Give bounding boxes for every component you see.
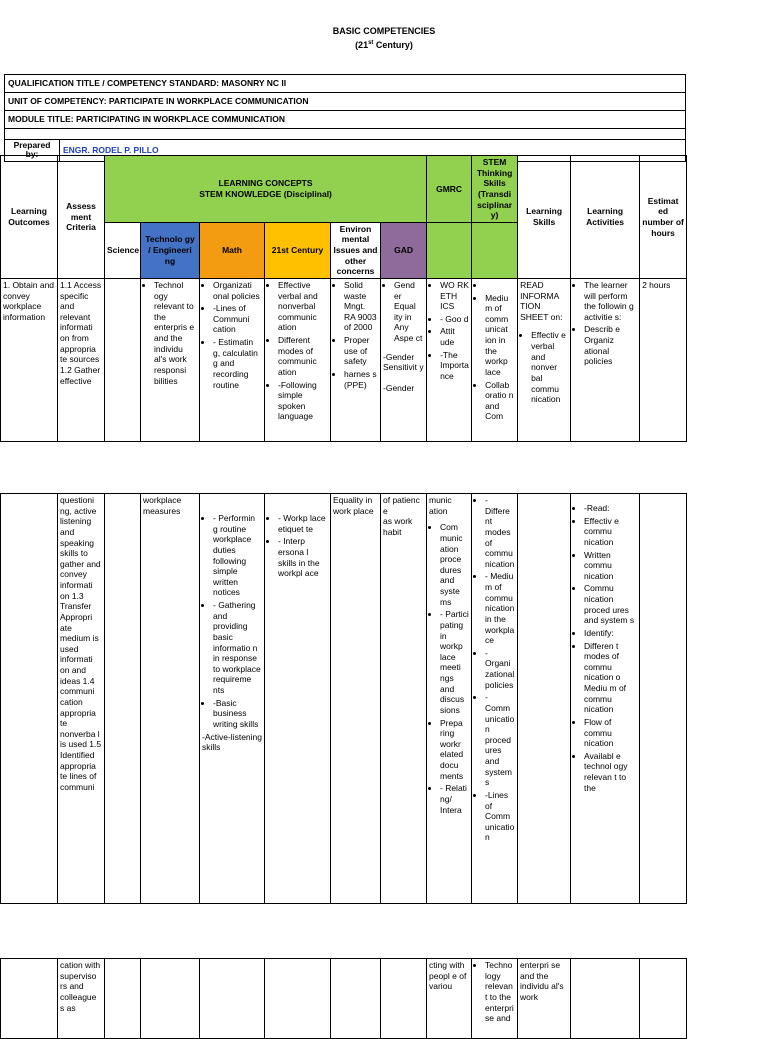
gad-cell: • Gend er Equal ity in Any Aspe ct -Gender Sensitivit y -Gender: [381, 278, 427, 441]
environment-cell: • Solid waste Mngt. RA 9003 of 2000 • Proper use of safety • harnes s (PPE): [331, 278, 381, 441]
prepared-by-name: ENGR. RODEL P. PILLO: [60, 140, 686, 162]
hours-cell: [640, 959, 687, 1039]
gmrc-cell: munic ation • Com munic ation proce dures and syste ms • - Partici pating in workp lace meeti ngs and discus sions • Prepa ring workr elated docu ments • - Relati ng/ Intera: [427, 494, 472, 904]
math-cell: • - Performin g routine workplace duties following simple written notices • - Gathering and providing basic informatio n in response to workplace requireme nts • -Basic business writing skills -Active-listening skills: [200, 494, 265, 904]
spacer-row: [5, 129, 686, 140]
module-title: MODULE TITLE: PARTICIPATING IN WORKPLACE COMMUNICATION: [5, 111, 686, 129]
learning-outcome-cell: [1, 959, 58, 1039]
document-subtitle: (21st Century): [355, 40, 413, 50]
learning-outcome-cell: [1, 494, 58, 904]
header-21st-century: 21st Century: [265, 222, 331, 278]
header-assessment-criteria: Assess ment Criteria: [58, 156, 105, 279]
header-learning-activities: Learning Activities: [571, 156, 640, 279]
century-cell: • - Workp lace etiquet te • - Interp ersona l skills in the workpl ace: [265, 494, 331, 904]
environment-cell: Equality in work place: [331, 494, 381, 904]
activities-cell: [571, 959, 640, 1039]
skills-cell: READ INFORMA TION SHEET on: • Effectiv e verbal and nonver bal commu nication: [518, 278, 571, 441]
header-stem-sub: [472, 222, 518, 278]
gmrc-cell: • WO RK ETH ICS • - Goo d • Attit ude • -The Importa nce: [427, 278, 472, 441]
technology-cell: [141, 959, 200, 1039]
science-cell: [105, 278, 141, 441]
learning-outcome-cell: 1. Obtain and convey workplace information: [1, 278, 58, 441]
header-environmental: Environ mental Issues and other concerns: [331, 222, 381, 278]
header-stem-thinking: STEM Thinking Skills (Transdi sciplinar y): [472, 156, 518, 223]
header-learning-outcomes: Learning Outcomes: [1, 156, 58, 279]
math-cell: [200, 959, 265, 1039]
stem-cell: • - Differe nt modes of commu nication • - Mediu m of commu nication in the workpla ce • - Organi zational policies • - Comm unicatio n proced ures and system s • -Lines of Comm unicatio n: [472, 494, 518, 904]
stem-cell: • Techno logy relevan t to the enterpri se and: [472, 959, 518, 1039]
competency-table-page1: [0, 155, 687, 442]
century-cell: [265, 959, 331, 1039]
technology-cell: • Technol ogy relevant to the enterpris e and the individu al's work responsi bilities: [141, 278, 200, 441]
assessment-criteria-cell: cation with superviso rs and colleague s as: [58, 959, 105, 1039]
assessment-criteria-cell: questioni ng, active listening and speaking skills to gather and convey informati on 1.3 Transfer Appropri ate medium is used informati on and ideas 1.4 communi cation appropria te nonverba l is used 1.5 Identified appropria te lines of communi: [58, 494, 105, 904]
skills-cell: [518, 494, 571, 904]
hours-cell: 2 hours: [640, 278, 687, 441]
competency-table-page3: [0, 958, 687, 1039]
stem-cell: • • Mediu m of comm unicat ion in the workp lace • Collab oratio n and Com: [472, 278, 518, 441]
unit-of-competency: UNIT OF COMPETENCY: PARTICIPATE IN WORKPLACE COMMUNICATION: [5, 93, 686, 111]
gad-cell: of patienc e as work habit: [381, 494, 427, 904]
technology-cell: workplace measures: [141, 494, 200, 904]
competency-table-page2: [0, 493, 687, 904]
header-math: Math: [200, 222, 265, 278]
activities-cell: • -Read: • Effectiv e commu nication • Written commu nication • Commu nication proced ures and system s • Identify: • Differen t modes of commu nication o Mediu m of commu nication • Flow of commu nication • Availabl e technol ogy relevan t to the: [571, 494, 640, 904]
gmrc-cell: cting with peopl e of variou: [427, 959, 472, 1039]
activities-cell: • The learner will perform the followin g activitie s: • Describ e Organiz ational policies: [571, 278, 640, 441]
document-title: BASIC COMPETENCIES: [332, 26, 436, 36]
header-learning-concepts: LEARNING CONCEPTS STEM KNOWLEDGE (Disciplinal): [105, 156, 427, 223]
environment-cell: [331, 959, 381, 1039]
math-cell: • Organizati onal policies • -Lines of Communi cation • - Estimatin g, calculatin g and recording routine: [200, 278, 265, 441]
header-learning-skills: Learning Skills: [518, 156, 571, 279]
header-gmrc: GMRC: [427, 156, 472, 223]
header-gad: GAD: [381, 222, 427, 278]
header-gmrc-sub: [427, 222, 472, 278]
skills-cell: enterpri se and the individu al's work: [518, 959, 571, 1039]
qualification-title: QUALIFICATION TITLE / COMPETENCY STANDARD: MASONRY NC II: [5, 75, 686, 93]
header-science: Science: [105, 222, 141, 278]
prepared-by-label: Prepared by:: [5, 140, 60, 162]
science-cell: [105, 494, 141, 904]
header-hours: Estimat ed number of hours: [640, 156, 687, 279]
science-cell: [105, 959, 141, 1039]
module-info-table: [4, 74, 686, 162]
century-cell: • Effective verbal and nonverbal communic ation • Different modes of communic ation • -Following simple spoken language: [265, 278, 331, 441]
gad-cell: [381, 959, 427, 1039]
header-technology: Technolo gy / Engineeri ng: [141, 222, 200, 278]
hours-cell: [640, 494, 687, 904]
assessment-criteria-cell: 1.1 Access specific and relevant informati on from appropria te sources 1.2 Gather effective: [58, 278, 105, 441]
